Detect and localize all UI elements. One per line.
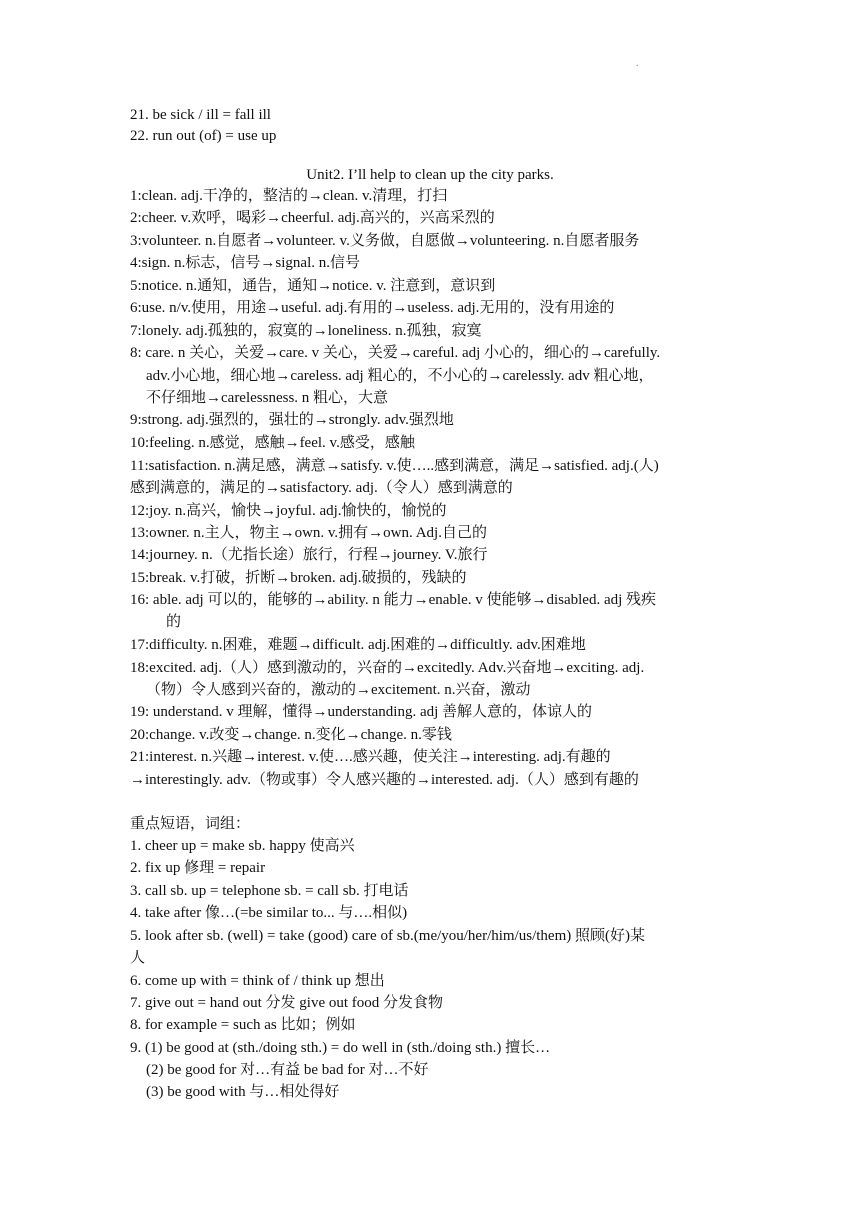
vocab-line: 10:feeling. n.感觉，感触→feel. v.感受，感触	[130, 435, 415, 451]
vocab-line: 17:difficulty. n.困难，难题→difficult. adj.困难的→difficultly. adv.困难地	[130, 637, 586, 653]
phrase-line: 6. come up with = think of / think up 想出	[130, 973, 385, 989]
vocab-line: 12:joy. n.高兴，愉快→joyful. adj.愉快的，愉悦的	[130, 503, 447, 519]
vocab-line: 18:excited. adj.（人）感到激动的，兴奋的→excitedly. Adv.兴奋地→exciting. adj.	[130, 660, 645, 676]
vocab-line: 1:clean. adj.干净的，整洁的→clean. v.清理，打扫	[130, 188, 448, 204]
vocab-line-continued: （物）令人感到兴奋的，激动的→excitement. n.兴奋，激动	[146, 682, 531, 698]
phrase-line: 2. fix up 修理 = repair	[130, 860, 266, 876]
phrase-subline: (2) be good for 对…有益 be bad for 对…不好	[146, 1062, 429, 1078]
vocab-line: 21:interest. n.兴趣→interest. v.使….感兴趣，使关注→interesting. adj.有趣的	[130, 749, 611, 765]
phrase-subline: (3) be good with 与…相处得好	[146, 1084, 340, 1100]
phrase-line: 8. for example = such as 比如；例如	[130, 1017, 356, 1033]
vocab-line-continued: 感到满意的，满足的→satisfactory. adj.（令人）感到满意的	[130, 480, 513, 496]
phrase-line: 7. give out = hand out 分发 give out food 分发食物	[130, 995, 444, 1011]
phrase-line: 22. run out (of) = use up	[130, 128, 277, 144]
vocab-line: 19: understand. v 理解，懂得→understanding. adj 善解人意的，体谅人的	[130, 704, 593, 720]
vocab-line: 6:use. n/v.使用，用途→useful. adj.有用的→useless. adj.无用的，没有用途的	[130, 300, 615, 316]
vocab-line: 8: care. n 关心，关爱→care. v 关心，关爱→careful. adj 小心的，细心的→carefully.	[130, 345, 661, 361]
vocab-line-continued: adv.小心地，细心地→careless. adj 粗心的，不小心的→carelessly. adv 粗心地，	[146, 368, 654, 384]
vocab-line-continued: 不仔细地→carelessness. n 粗心，大意	[146, 390, 389, 406]
vocab-line: 16: able. adj 可以的，能够的→ability. n 能力→enable. v 使能够→disabled. adj 残疾	[130, 592, 657, 608]
phrase-line: 4. take after 像…(=be similar to... 与….相似)	[130, 905, 408, 921]
vocab-line: 20:change. v.改变→change. n.变化→change. n.零钱	[130, 727, 452, 743]
corner-mark: .	[636, 58, 639, 69]
vocab-line: 5:notice. n.通知，通告，通知→notice. v. 注意到，意识到	[130, 278, 496, 294]
vocab-line: 13:owner. n.主人，物主→own. v.拥有→own. Adj.自己的	[130, 525, 487, 541]
phrase-line: 3. call sb. up = telephone sb. = call sb. 打电话	[130, 883, 409, 899]
phrase-line: 9. (1) be good at (sth./doing sth.) = do well in (sth./doing sth.) 擅长…	[130, 1040, 551, 1056]
vocab-line: 11:satisfaction. n.满足感，满意→satisfy. v.使…..感到满意，满足→satisfied. adj.(人)	[130, 458, 659, 474]
vocab-line-continued: 的	[166, 614, 182, 630]
phrase-line: 21. be sick / ill = fall ill	[130, 107, 271, 123]
phrase-line: 5. look after sb. (well) = take (good) care of sb.(me/you/her/him/us/them) 照顾(好)某	[130, 928, 645, 944]
vocab-line-continued: →interestingly. adv.（物或事）令人感兴趣的→interested. adj.（人）感到有趣的	[130, 772, 639, 788]
phrase-line-continued: 人	[130, 950, 146, 966]
vocab-line: 15:break. v.打破，折断→broken. adj.破损的，残缺的	[130, 570, 467, 586]
vocab-line: 7:lonely. adj.孤独的，寂寞的→loneliness. n.孤独，寂寞	[130, 323, 482, 339]
vocab-line: 14:journey. n.（尤指长途）旅行，行程→journey. V.旅行	[130, 547, 488, 563]
vocab-line: 3:volunteer. n.自愿者→volunteer. v.义务做，自愿做→volunteering. n.自愿者服务	[130, 233, 640, 249]
vocab-line: 4:sign. n.标志，信号→signal. n.信号	[130, 255, 361, 271]
vocab-line: 2:cheer. v.欢呼，喝彩→cheerful. adj.高兴的，兴高采烈的	[130, 210, 495, 226]
vocab-line: 9:strong. adj.强烈的，强壮的→strongly. adv.强烈地	[130, 412, 454, 428]
unit-title: Unit2. I’ll help to clean up the city parks.	[306, 167, 554, 183]
phrases-heading: 重点短语，词组：	[130, 816, 251, 832]
phrase-line: 1. cheer up = make sb. happy 使高兴	[130, 838, 355, 854]
